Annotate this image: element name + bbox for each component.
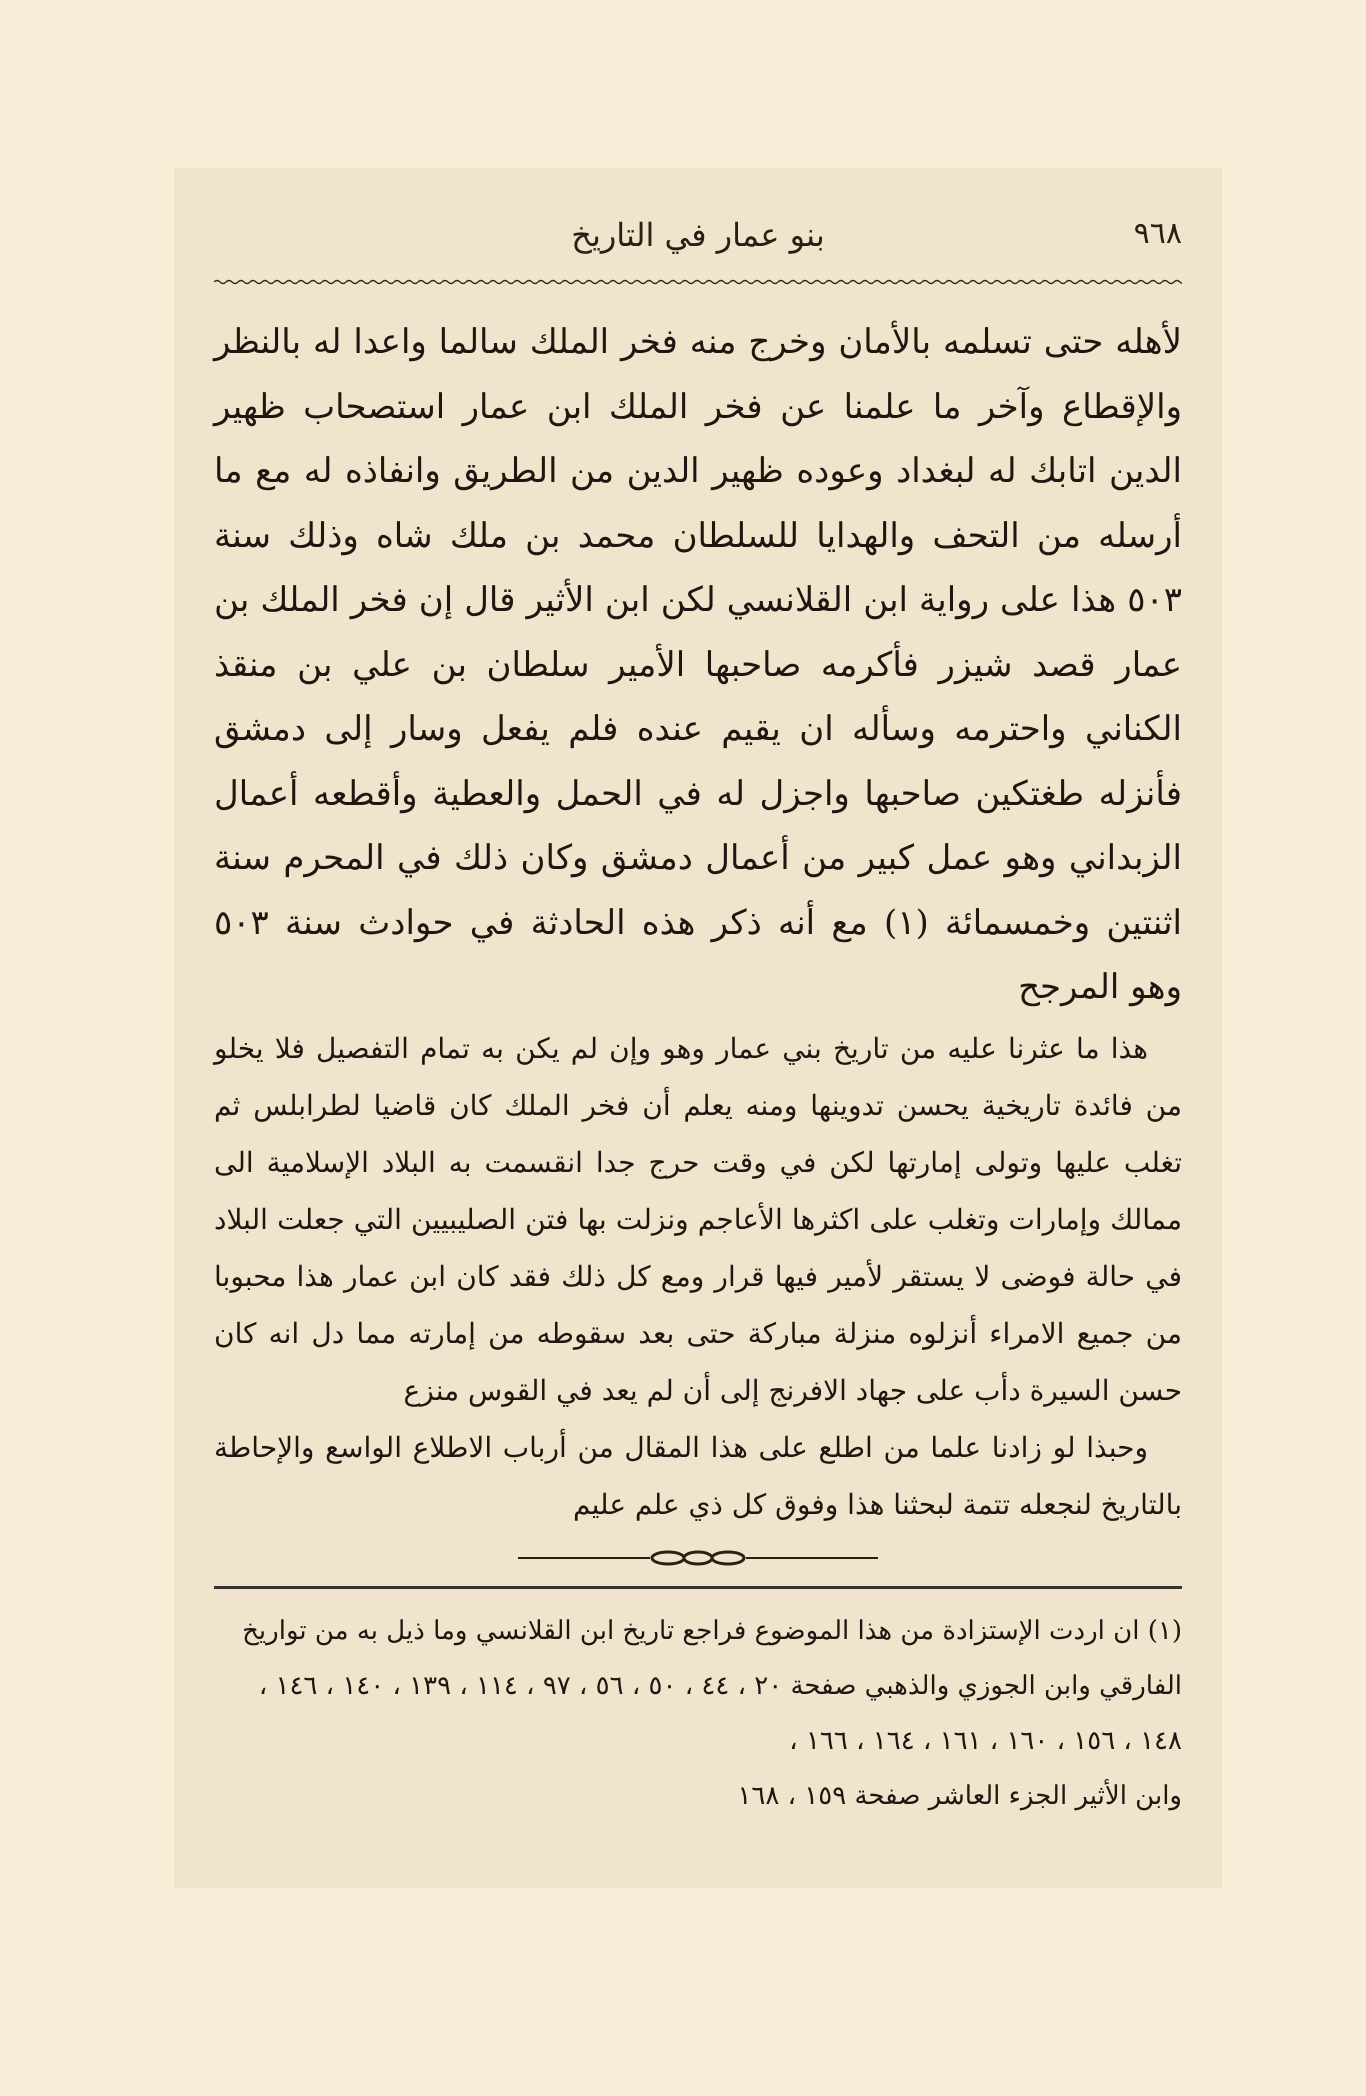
page-number: ٩٦٨ (1133, 216, 1182, 251)
paragraph-closing: وحبذا لو زادنا علما من اطلع على هذا المقال من أرباب الاطلاع الواسع والإحاطة بالتاريخ لنجعله تتمة لبحثنا هذا وفوق كل ذي علم عليم (214, 1430, 1182, 1521)
paragraph-main: لأهله حتى تسلمه بالأمان وخرج منه فخر الملك سالما واعدا له بالنظر والإقطاع وآخر ما علمنا عن فخر الملك ابن عمار استصحاب ظهير الدين اتابك له لبغداد وعوده ظهير الدين من الطريق وانفاذه له مع ما أرسله من التحف والهدايا للسلطان محمد بن ملك شاه وذلك سنة ٥٠٣ هذا على رواية ابن القلانسي لكن ابن الأثير قال إن فخر الملك بن عمار قصد شيزر فأكرمه صاحبها الأمير سلطان بن علي بن منقذ الكناني واحترمه وسأله ان يقيم عنده فلم يفعل وسار إلى دمشق فأنزله طغتكين صاحبها واجزل له في الحمل والعطية وأقطعه أعمال الزبداني وهو عمل كبير من أعمال دمشق وكان ذلك في المحرم سنة اثنتين وخمسمائة (١) مع أنه ذكر هذه الحادثة في حوادث سنة ٥٠٣ وهو المرجح (214, 322, 1182, 1007)
footnote-1: (١) ان اردت الإستزادة من هذا الموضوع فراجع تاريخ ابن القلانسي وما ذيل به من تواريخ الفارقي وابن الجوزي والذهبي صفحة ٢٠ ، ٤٤ ، ٥٠ ، ٥٦ ، ٩٧ ، ١١٤ ، ١٣٩ ، ١٤٠ ، ١٤٦ ، ١٤٨ ، ١٥٦ ، ١٦٠ ، ١٦١ ، ١٦٤ ، ١٦٦ ، (242, 1616, 1182, 1756)
footnote-rule (214, 1586, 1182, 1589)
ornament-divider (174, 1548, 1222, 1568)
paragraph-summary: هذا ما عثرنا عليه من تاريخ بني عمار وهو وإن لم يكن به تمام التفصيل فلا يخلو من فائدة تاريخية يحسن تدوينها ومنه يعلم أن فخر الملك كان قاضيا لطرابلس ثم تغلب عليها وتولى إمارتها لكن في وقت حرج جدا انقسمت به البلاد الإسلامية الى ممالك وإمارات وتغلب على اكثرها الأعاجم ونزلت بها فتن الصليبيين التي جعلت البلاد في حالة فوضى لا يستقر لأمير فيها قرار ومع كل ذلك فقد كان ابن عمار هذا محبوبا من جميع الامراء أنزلوه منزلة مباركة حتى بعد سقوطه من إمارته مما دل انه كان حسن السيرة دأب على جهاد الافرنج إلى أن لم يعد في القوس منزع (214, 1031, 1182, 1407)
footnote-1-continued: وابن الأثير الجزء العاشر صفحة ١٥٩ ، ١٦٨ (737, 1781, 1182, 1811)
page-header (214, 216, 1182, 260)
body-text (214, 310, 1182, 1533)
footnotes (214, 1604, 1182, 1824)
wavy-rule (214, 278, 1182, 286)
book-page (174, 168, 1222, 1888)
running-title: بنو عمار في التاريخ (571, 216, 825, 254)
